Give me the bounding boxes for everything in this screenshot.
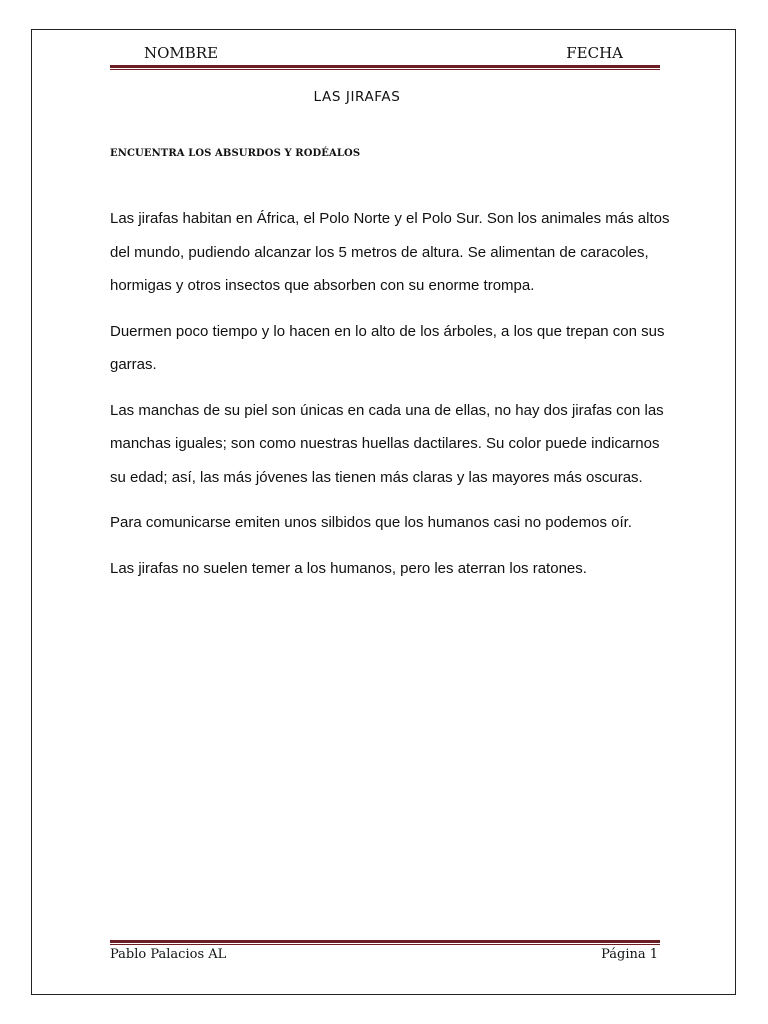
instruction-text: ENCUENTRA LOS ABSURDOS Y RODÉALOS bbox=[110, 148, 361, 159]
page-footer bbox=[110, 947, 660, 967]
paragraph-habitat: Las jirafas habitan en África, el Polo Norte y el Polo Sur. Son los animales más altos del mundo, pudiendo alcanzar los 5 metros de altura. Se alimentan de caracoles, hormigas y otros insectos que absorben con su enorme trompa. bbox=[110, 210, 670, 294]
footer-rule-thick bbox=[110, 940, 660, 943]
document-title-text: LAS JIRAFAS bbox=[313, 89, 401, 105]
page-header bbox=[110, 44, 660, 64]
page-number: Página 1 bbox=[601, 947, 658, 962]
header-rule-thin bbox=[110, 69, 660, 70]
date-label: FECHA bbox=[566, 44, 623, 62]
paragraph-communication: Para comunicarse emiten unos silbidos que los humanos casi no podemos oír. bbox=[110, 514, 632, 531]
body-text bbox=[110, 202, 670, 597]
paragraph-fears: Las jirafas no suelen temer a los humanos, pero les aterran los ratones. bbox=[110, 559, 587, 577]
paragraph-sleep: Duermen poco tiempo y lo hacen en lo alto de los árboles, a los que trepan con sus garras. bbox=[110, 322, 665, 373]
footer-rule-thin bbox=[110, 944, 660, 945]
paragraph-spots: Las manchas de su piel son únicas en cada una de ellas, no hay dos jirafas con las manchas iguales; son como nuestras huellas dactilares. Su color puede indicarnos su edad; así, las más jóvenes las tienen más claras y las mayores más oscuras. bbox=[110, 401, 664, 486]
document-title bbox=[0, 89, 768, 105]
footer-author: Pablo Palacios AL bbox=[110, 947, 227, 962]
header-rule-thick bbox=[110, 65, 660, 68]
name-label: NOMBRE bbox=[144, 44, 219, 62]
footer-rule bbox=[110, 940, 660, 945]
header-rule bbox=[110, 65, 660, 70]
